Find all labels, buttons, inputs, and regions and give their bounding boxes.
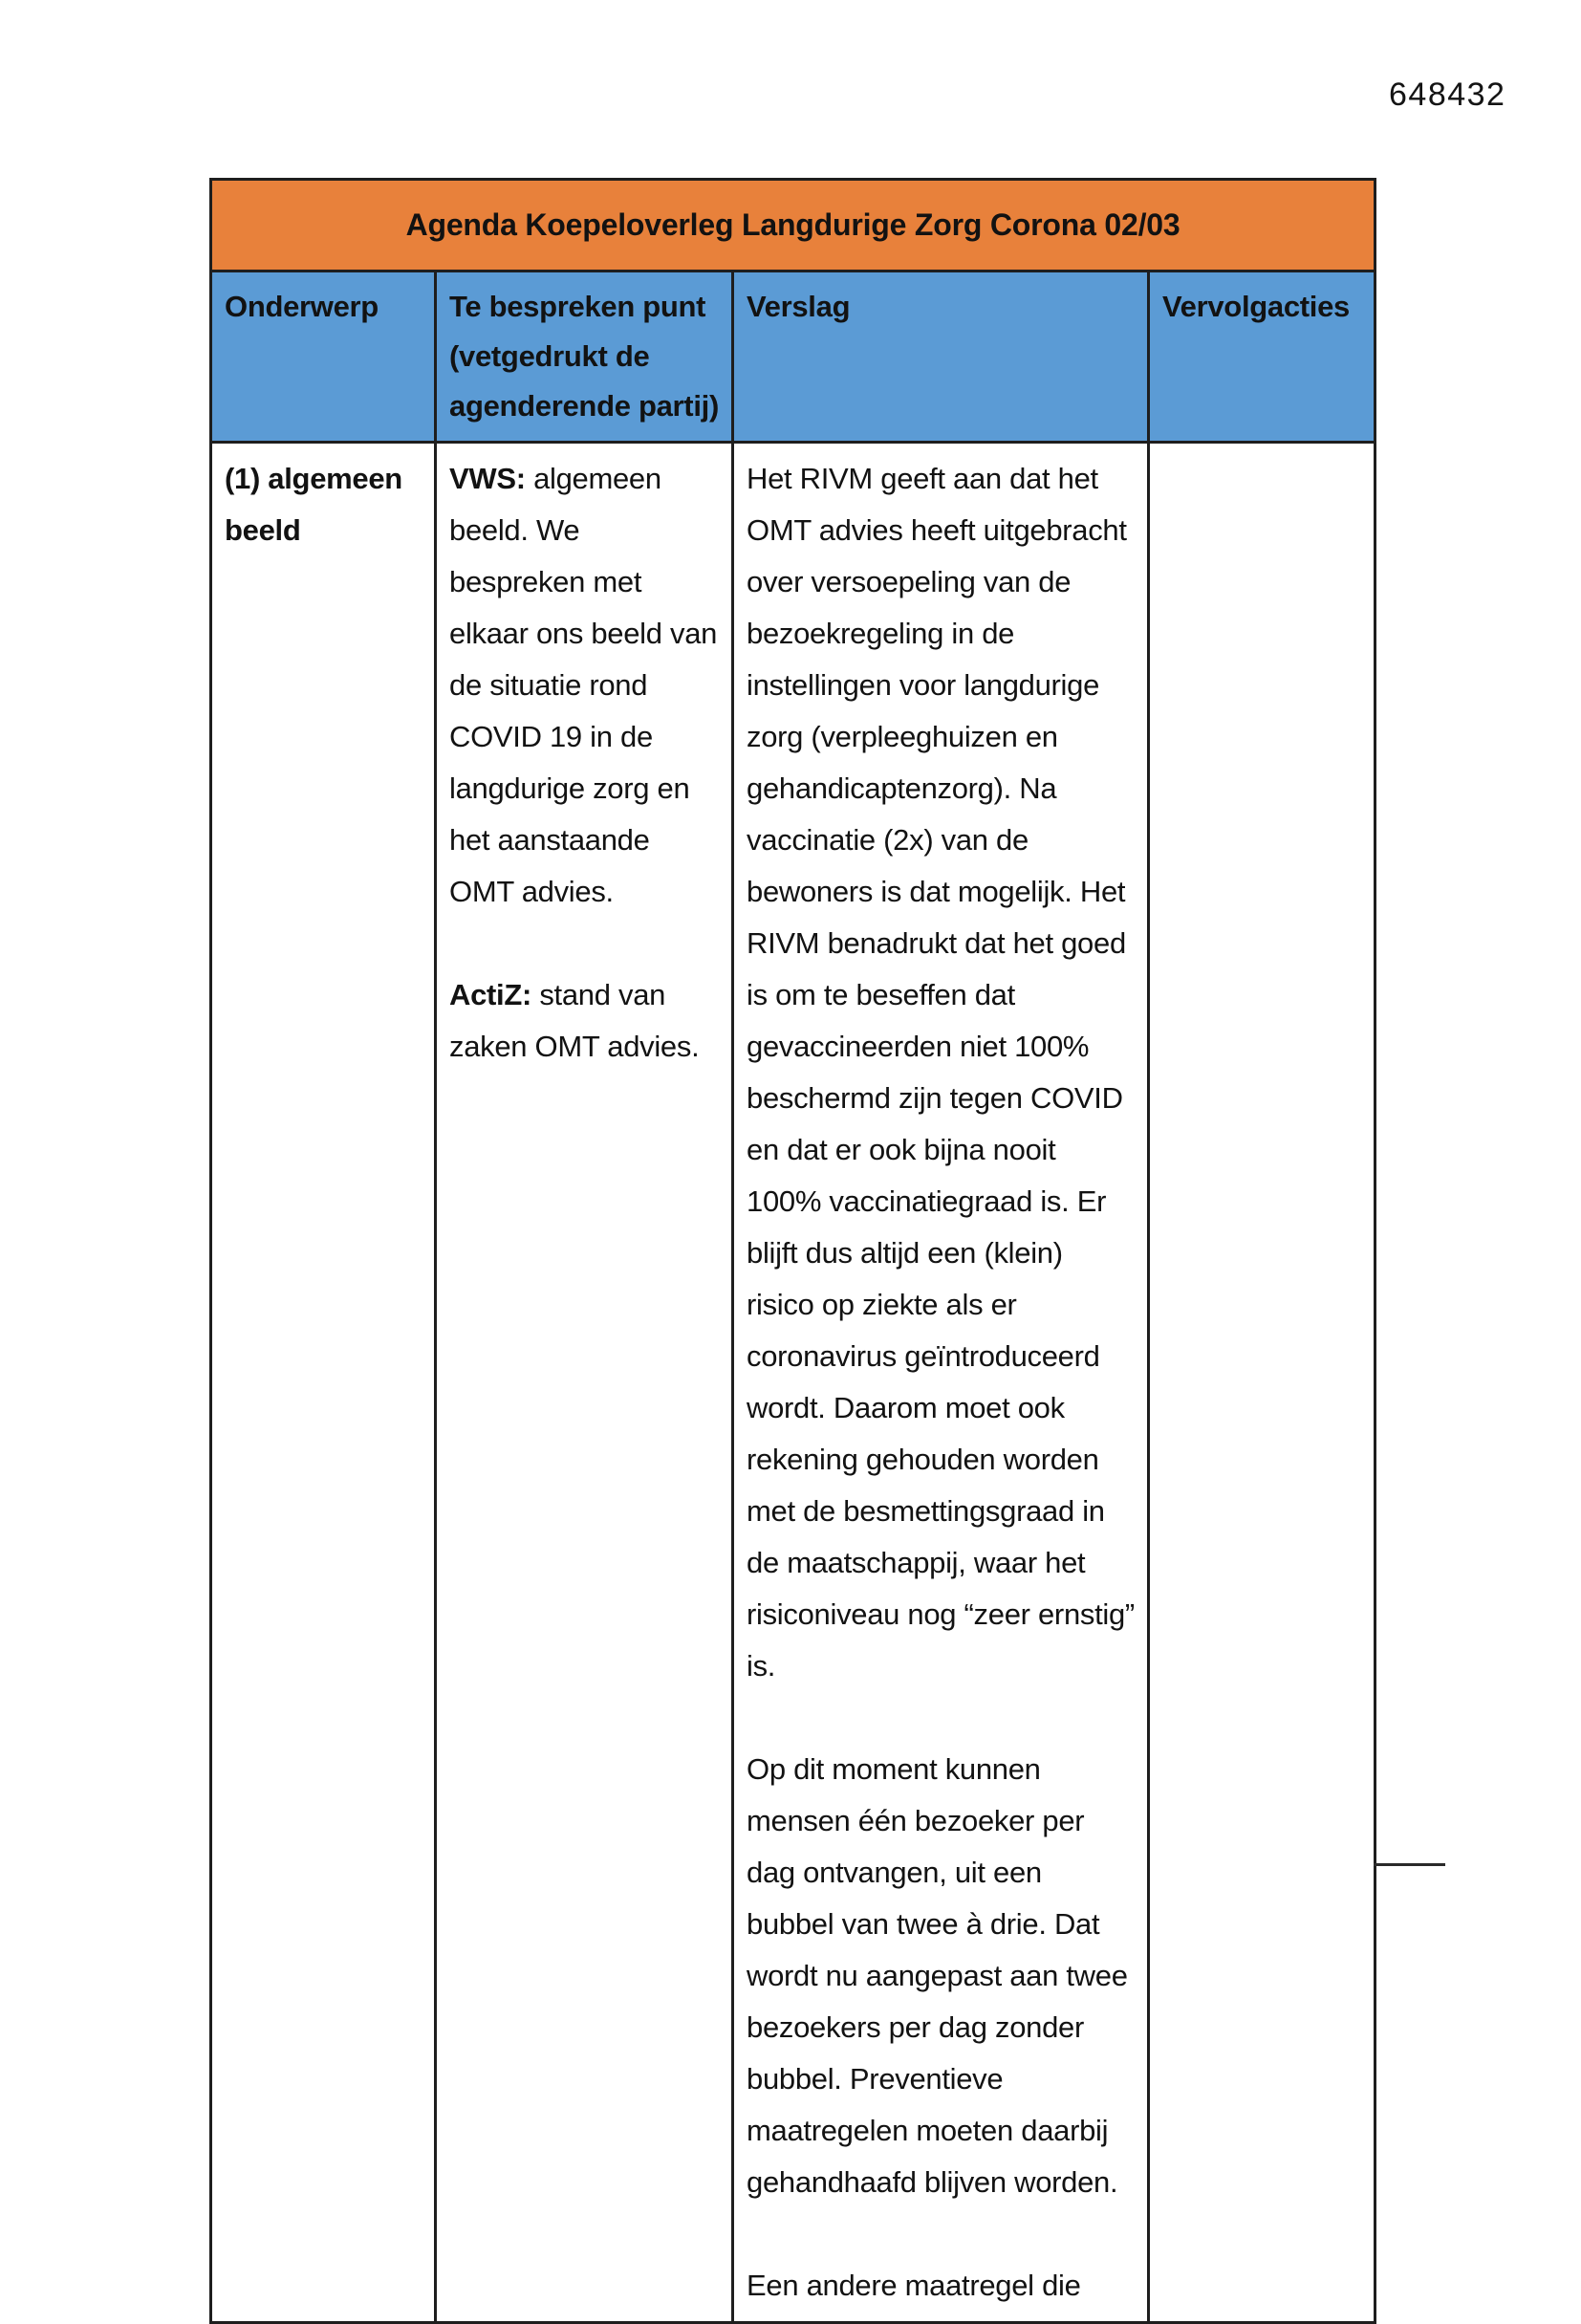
cell-verslag xyxy=(733,443,1149,2323)
table-title: Agenda Koepeloverleg Langdurige Zorg Corona 02/03 xyxy=(211,180,1375,271)
vws-label: VWS: xyxy=(449,462,526,495)
column-header-te-bespreken-punt: Te bespreken punt (vetgedrukt de agenderende partij) xyxy=(436,271,733,443)
actiz-label: ActiZ: xyxy=(449,978,532,1011)
cell-vervolgacties xyxy=(1149,443,1375,2323)
cell-te-bespreken-punt xyxy=(436,443,733,2323)
column-header-vervolgacties: Vervolgacties xyxy=(1149,271,1375,443)
table-bottom-border-extension xyxy=(1374,1863,1445,1866)
header-row xyxy=(211,271,1375,443)
verslag-paragraph-2: Op dit moment kunnen mensen één bezoeker per dag ontvangen, uit een bubbel van twee à drie. Dat wordt nu aangepast aan twee bezoekers per dag zonder bubbel. Preventieve maatregelen moeten daarbij gehandhaafd blijven worden. xyxy=(747,1752,1128,2199)
title-row xyxy=(211,180,1375,271)
verslag-paragraph-1: Het RIVM geeft aan dat het OMT advies heeft uitgebracht over versoepeling van de bezoekregeling in de instellingen voor langdurige zorg (verpleeghuizen en gehandicaptenzorg). Na vaccinatie (2x) van de bewoners is dat mogelijk. Het RIVM benadrukt dat het goed is om te beseffen dat gevaccineerden niet 100% beschermd zijn tegen COVID en dat er ook bijna nooit 100% vaccinatiegraad is. Er blijft dus altijd een (klein) risico op ziekte als er coronavirus geïntroduceerd wordt. Daarom moet ook rekening gehouden worden met de besmettingsgraad in de maatschappij, waar het risiconiveau nog “zeer ernstig” is. xyxy=(747,462,1135,1683)
cell-onderwerp xyxy=(211,443,436,2323)
vws-text: algemeen beeld. We bespreken met elkaar ons beeld van de situatie rond COVID 19 in de langdurige zorg en het aanstaande OMT advies. xyxy=(449,462,718,908)
column-header-verslag: Verslag xyxy=(733,271,1149,443)
vws-paragraph xyxy=(449,453,719,918)
actiz-text: stand van zaken OMT advies. xyxy=(449,978,700,1063)
column-header-onderwerp: Onderwerp xyxy=(211,271,436,443)
onderwerp-text: (1) algemeen beeld xyxy=(225,462,402,547)
table-row xyxy=(211,443,1375,2323)
agenda-table xyxy=(209,178,1376,2324)
verslag-paragraph-3: Een andere maatregel die xyxy=(747,2269,1081,2302)
actiz-paragraph xyxy=(449,969,719,1073)
document-number: 648432 xyxy=(1389,76,1506,113)
